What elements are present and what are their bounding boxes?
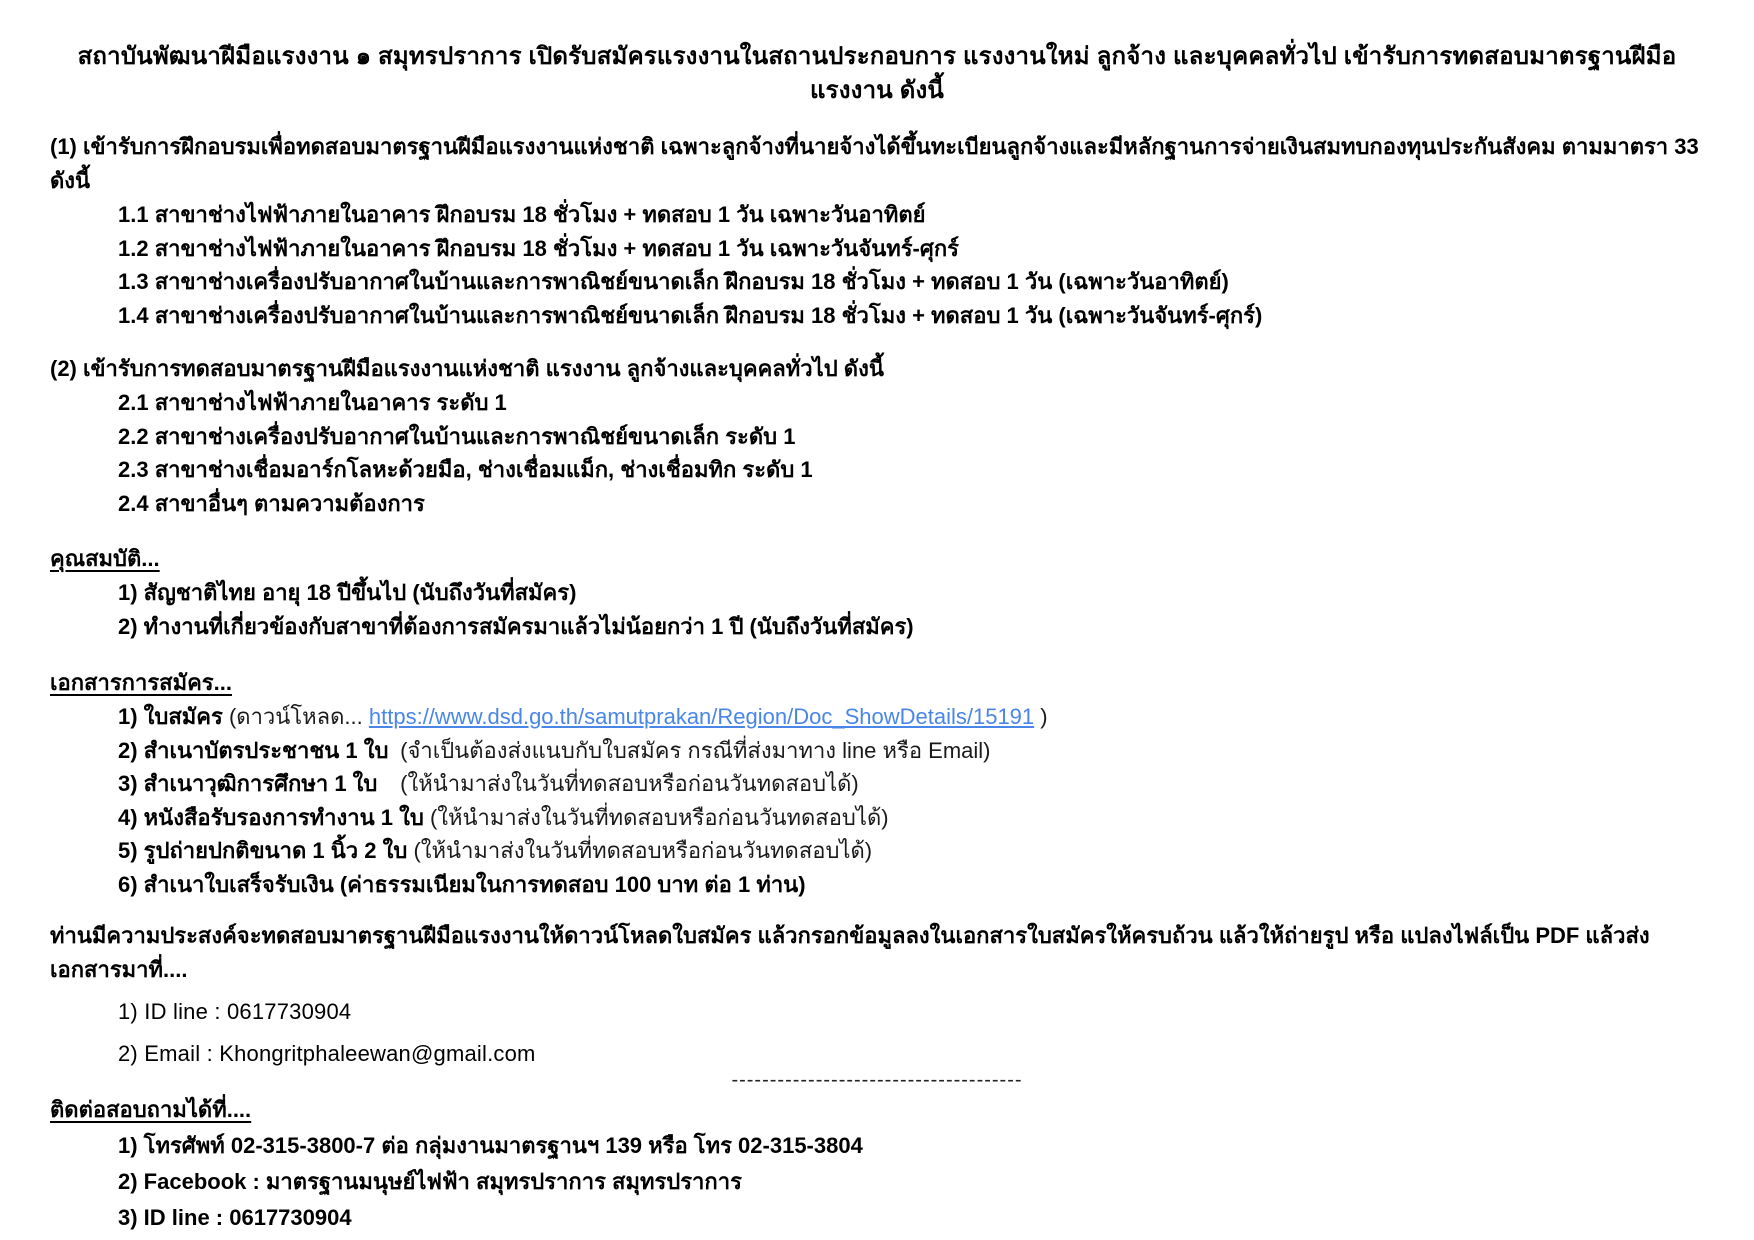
list-item: 1.1 สาขาช่างไฟฟ้าภายในอาคาร ฝึกอบรม 18 ชั่วโมง + ทดสอบ 1 วัน เฉพาะวันอาทิตย์: [118, 202, 926, 227]
document-item-receipt-copy: [118, 868, 1704, 902]
qualifications-heading: คุณสมบัติ...: [50, 546, 160, 571]
contact-facebook: 2) Facebook : มาตรฐานมนุษย์ไฟฟ้า สมุทรปราการ สมุทรปราการ: [118, 1169, 742, 1194]
list-item: 2) ทำงานที่เกี่ยวข้องกับสาขาที่ต้องการสมัครมาแล้วไม่น้อยกว่า 1 ปี (นับถึงวันที่สมัคร): [118, 614, 914, 639]
document-item-label: 4) หนังสือรับรองการทำงาน 1 ใบ: [118, 804, 424, 830]
document-item-application-form: [118, 700, 1704, 734]
document-item-photo: [118, 834, 1704, 868]
list-item: 2.4 สาขาอื่นๆ ตามความต้องการ: [118, 490, 425, 516]
list-item: 2.2 สาขาช่างเครื่องปรับอากาศในบ้านและการพาณิชย์ขนาดเล็ก ระดับ 1: [118, 423, 796, 449]
submission-email: 2) Email : Khongritphaleewan@gmail.com: [118, 1041, 536, 1066]
qualifications-list: [118, 576, 1704, 644]
document-item-label: 2) สำเนาบัตรประชาชน 1 ใบ: [118, 737, 389, 763]
document-item-label: 6) สำเนาใบเสร็จรับเงิน (ค่าธรรมเนียมในการทดสอบ 100 บาท ต่อ 1 ท่าน): [118, 871, 806, 897]
list-item: 1.4 สาขาช่างเครื่องปรับอากาศในบ้านและการพาณิชย์ขนาดเล็ก ฝึกอบรม 18 ชั่วโมง + ทดสอบ 1 วัน (เฉพาะวันจันทร์-ศุกร์): [118, 302, 1263, 328]
section-1-list: [118, 198, 1704, 332]
footer-dashed-divider: --------------------------------------: [731, 1069, 1023, 1091]
document-item-label: 1) ใบสมัคร: [118, 704, 223, 729]
application-form-download-link[interactable]: https://www.dsd.go.th/samutprakan/Region/Doc_ShowDetails/15191: [368, 704, 1035, 729]
contact-heading: ติดต่อสอบถามได้ที่....: [50, 1097, 252, 1122]
section-1-heading: (1) เข้ารับการฝึกอบรมเพื่อทดสอบมาตรฐานฝีมือแรงงานแห่งชาติ เฉพาะลูกจ้างที่นายจ้างได้ขึ้นทะเบียนลูกจ้างและมีหลักฐานการจ่ายเงินสมทบกองทุนประกันสังคม ตามมาตรา 33 ดังนี้: [50, 134, 1699, 193]
page-title: สถาบันพัฒนาฝีมือแรงงาน ๑ สมุทรปราการ เปิดรับสมัครแรงงานในสถานประกอบการ แรงงานใหม่ ลูกจ้าง และบุคคลทั่วไป เข้ารับการทดสอบมาตรฐานฝีมือแรงงาน ดังนี้: [77, 43, 1677, 104]
section-2-list: [118, 386, 1704, 520]
document-item-note-suffix: ): [1040, 704, 1048, 729]
document-item-note: (ให้นำมาส่งในวันที่ทดสอบหรือก่อนวันทดสอบได้): [400, 771, 859, 796]
document-item-label: 5) รูปถ่ายปกติขนาด 1 นิ้ว 2 ใบ: [118, 838, 408, 863]
list-item: 1.3 สาขาช่างเครื่องปรับอากาศในบ้านและการพาณิชย์ขนาดเล็ก ฝึกอบรม 18 ชั่วโมง + ทดสอบ 1 วัน (เฉพาะวันอาทิตย์): [118, 269, 1229, 294]
submission-id-line: 1) ID line : 0617730904: [118, 999, 352, 1024]
contact-phone: 1) โทรศัพท์ 02-315-3800-7 ต่อ กลุ่มงานมาตรฐานฯ 139 หรือ โทร 02-315-3804: [118, 1133, 863, 1158]
list-item: 2.1 สาขาช่างไฟฟ้าภายในอาคาร ระดับ 1: [118, 390, 507, 415]
document-item-note-prefix: (ดาวน์โหลด...: [228, 704, 363, 729]
document-item-work-certificate: [118, 801, 1704, 835]
document-item-note: (ให้นำมาส่งในวันที่ทดสอบหรือก่อนวันทดสอบได้): [413, 838, 873, 863]
document-item-id-card-copy: [118, 734, 1704, 768]
document-item-education-certificate: [118, 767, 1704, 801]
document-item-note: (จำเป็นต้องส่งแนบกับใบสมัคร กรณีที่ส่งมาทาง line หรือ Email): [400, 737, 991, 763]
submission-instructions: ท่านมีความประสงค์จะทดสอบมาตรฐานฝีมือแรงงานให้ดาวน์โหลดใบสมัคร แล้วกรอกข้อมูลลงในเอกสารใบสมัครให้ครบถ้วน แล้วให้ถ่ายรูป หรือ แปลงไฟล์เป็น PDF แล้วส่งเอกสารมาที่....: [50, 923, 1650, 982]
document-item-note: (ให้นำมาส่งในวันที่ทดสอบหรือก่อนวันทดสอบได้): [429, 804, 889, 830]
contact-id-line: 3) ID line : 0617730904: [118, 1205, 352, 1230]
documents-heading: เอกสารการสมัคร...: [50, 670, 232, 695]
list-item: 1) สัญชาติไทย อายุ 18 ปีขึ้นไป (นับถึงวันที่สมัคร): [118, 580, 577, 605]
list-item: 1.2 สาขาช่างไฟฟ้าภายในอาคาร ฝึกอบรม 18 ชั่วโมง + ทดสอบ 1 วัน เฉพาะวันจันทร์-ศุกร์: [118, 235, 959, 261]
document-item-label: 3) สำเนาวุฒิการศึกษา 1 ใบ: [118, 771, 378, 796]
section-2-heading: (2) เข้ารับการทดสอบมาตรฐานฝีมือแรงงานแห่งชาติ แรงงาน ลูกจ้างและบุคคลทั่วไป ดังนี้: [50, 356, 884, 381]
list-item: 2.3 สาขาช่างเชื่อมอาร์กโลหะด้วยมือ, ช่างเชื่อมแม็ก, ช่างเชื่อมทิก ระดับ 1: [118, 457, 813, 482]
